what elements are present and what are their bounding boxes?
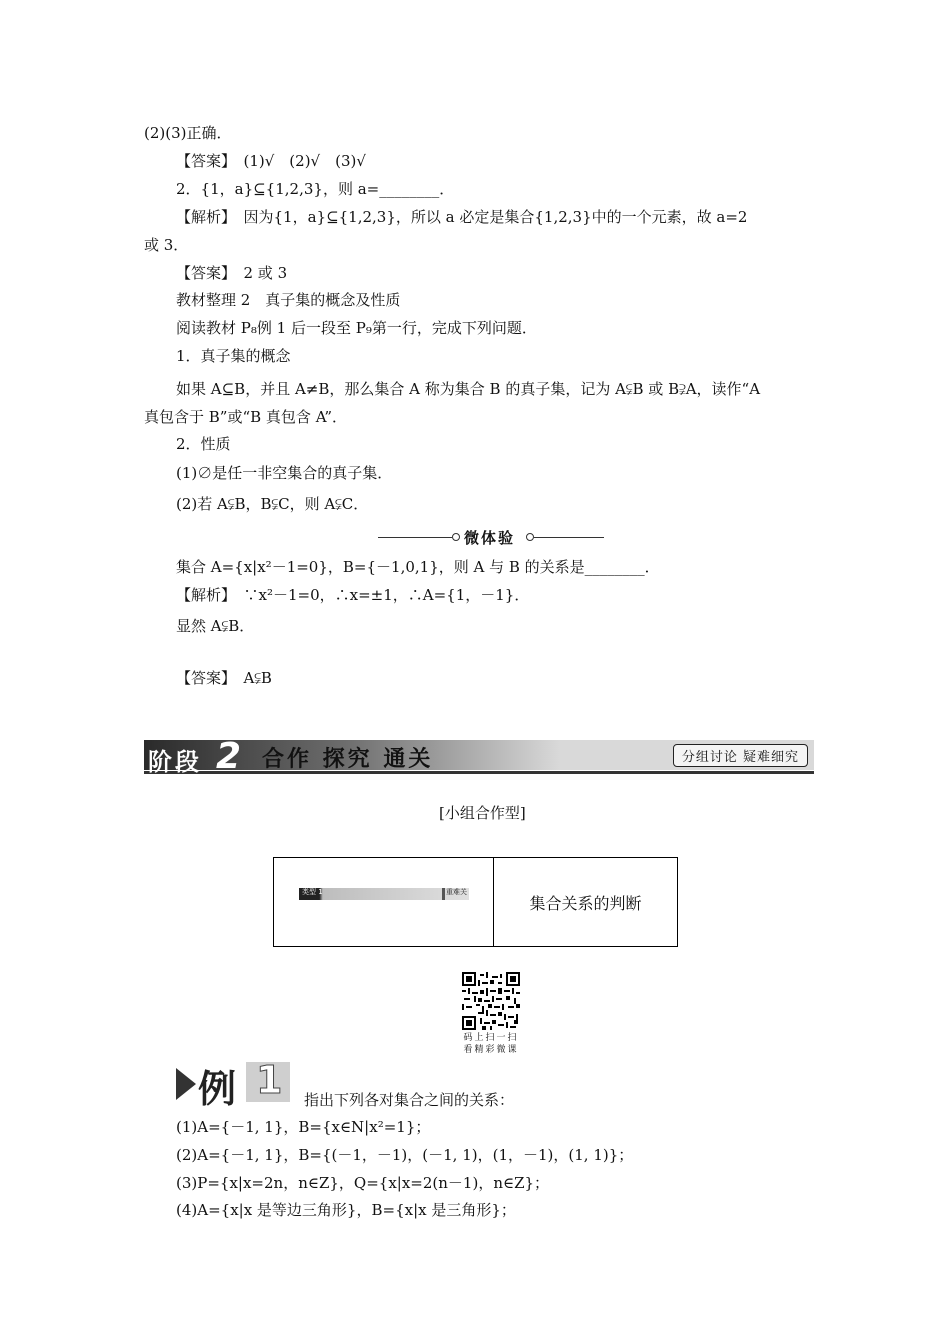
- type-box-label: 集合关系的判断: [529, 893, 642, 913]
- text-line: (2)(3)正确．: [144, 124, 232, 142]
- text-line: (2)若 A⫋B，B⫋C，则 A⫋C．: [176, 495, 369, 513]
- example-arrow-icon: [176, 1068, 196, 1100]
- micro-experience-divider: [378, 527, 604, 547]
- type-strip-label: 类型 1: [302, 888, 323, 896]
- text-line: 如果 A⊆B，并且 A≠B，那么集合 A 称为集合 B 的真子集，记为 A⫋B 或 B⫌A，读作“A: [176, 380, 761, 398]
- stage-label: 阶段: [148, 748, 202, 776]
- text-line: 教材整理 2 真子集的概念及性质: [176, 291, 401, 309]
- text-line: 集合 A={x|x²－1=0}，B={－1,0,1}，则 A 与 B 的关系是________．: [176, 558, 660, 576]
- text-line: 【答案】 2 或 3: [176, 264, 288, 282]
- text-line: 阅读教材 P₈例 1 后一段至 P₉第一行，完成下列问题．: [176, 319, 537, 337]
- type-box-left: [274, 858, 494, 946]
- text-line: 或 3．: [144, 236, 189, 254]
- qr-code-icon[interactable]: [462, 972, 520, 1030]
- stage-title: 合作 探究 通关: [262, 747, 434, 772]
- text-line: 【解析】 ∵x²－1=0，∴x=±1，∴A={1，－1}．: [176, 586, 530, 604]
- text-line: 真包含于 B”或“B 真包含 A”．: [144, 408, 347, 426]
- example-number-box: [246, 1058, 290, 1102]
- type-strip: [299, 888, 469, 900]
- text-line: (1)A={－1, 1}，B={x∈N|x²=1}；: [176, 1118, 431, 1136]
- text-line: 指出下列各对集合之间的关系：: [304, 1091, 515, 1109]
- stage-banner: [144, 736, 814, 777]
- text-line: 显然 A⫋B．: [176, 617, 255, 635]
- text-line: 2．{1，a}⊆{1,2,3}，则 a=________．: [176, 180, 455, 198]
- text-line: (2)A={－1, 1}，B={(－1，－1)，(－1, 1)，(1，－1)，(1, 1)}；: [176, 1146, 634, 1164]
- stage-tag: 分组讨论 疑难细究: [673, 744, 808, 767]
- qr-caption-line-1: 码上扫一扫: [463, 1033, 519, 1043]
- example-badge: [176, 1058, 288, 1111]
- stage-number: 2: [216, 736, 242, 777]
- example-word: 例: [198, 1067, 237, 1111]
- text-line: [小组合作型]: [439, 804, 526, 822]
- text-line: (1)∅是任一非空集合的真子集．: [176, 464, 393, 482]
- text-line: 【解析】 因为{1，a}⊆{1,2,3}，所以 a 必定是集合{1,2,3}中的一个元素，故 a=2: [176, 208, 748, 226]
- text-line: 1．真子集的概念: [176, 347, 291, 365]
- type-strip-tag: 重难关: [446, 888, 467, 896]
- example-number: 1: [256, 1058, 283, 1102]
- text-line: 【答案】 (1)√ (2)√ (3)√: [176, 152, 366, 170]
- micro-experience-title: 微体验: [464, 529, 516, 547]
- text-line: 【答案】 A⫋B: [176, 669, 272, 687]
- text-line: (3)P={x|x=2n，n∈Z}，Q={x|x=2(n－1)，n∈Z}；: [176, 1174, 550, 1192]
- text-line: 2．性质: [176, 435, 231, 453]
- qr-caption-line-2: 看精彩微课: [463, 1045, 519, 1055]
- qr-caption: [458, 1032, 524, 1056]
- text-line: (4)A={x|x 是等边三角形}，B={x|x 是三角形}；: [176, 1201, 516, 1219]
- type-box: [273, 857, 678, 947]
